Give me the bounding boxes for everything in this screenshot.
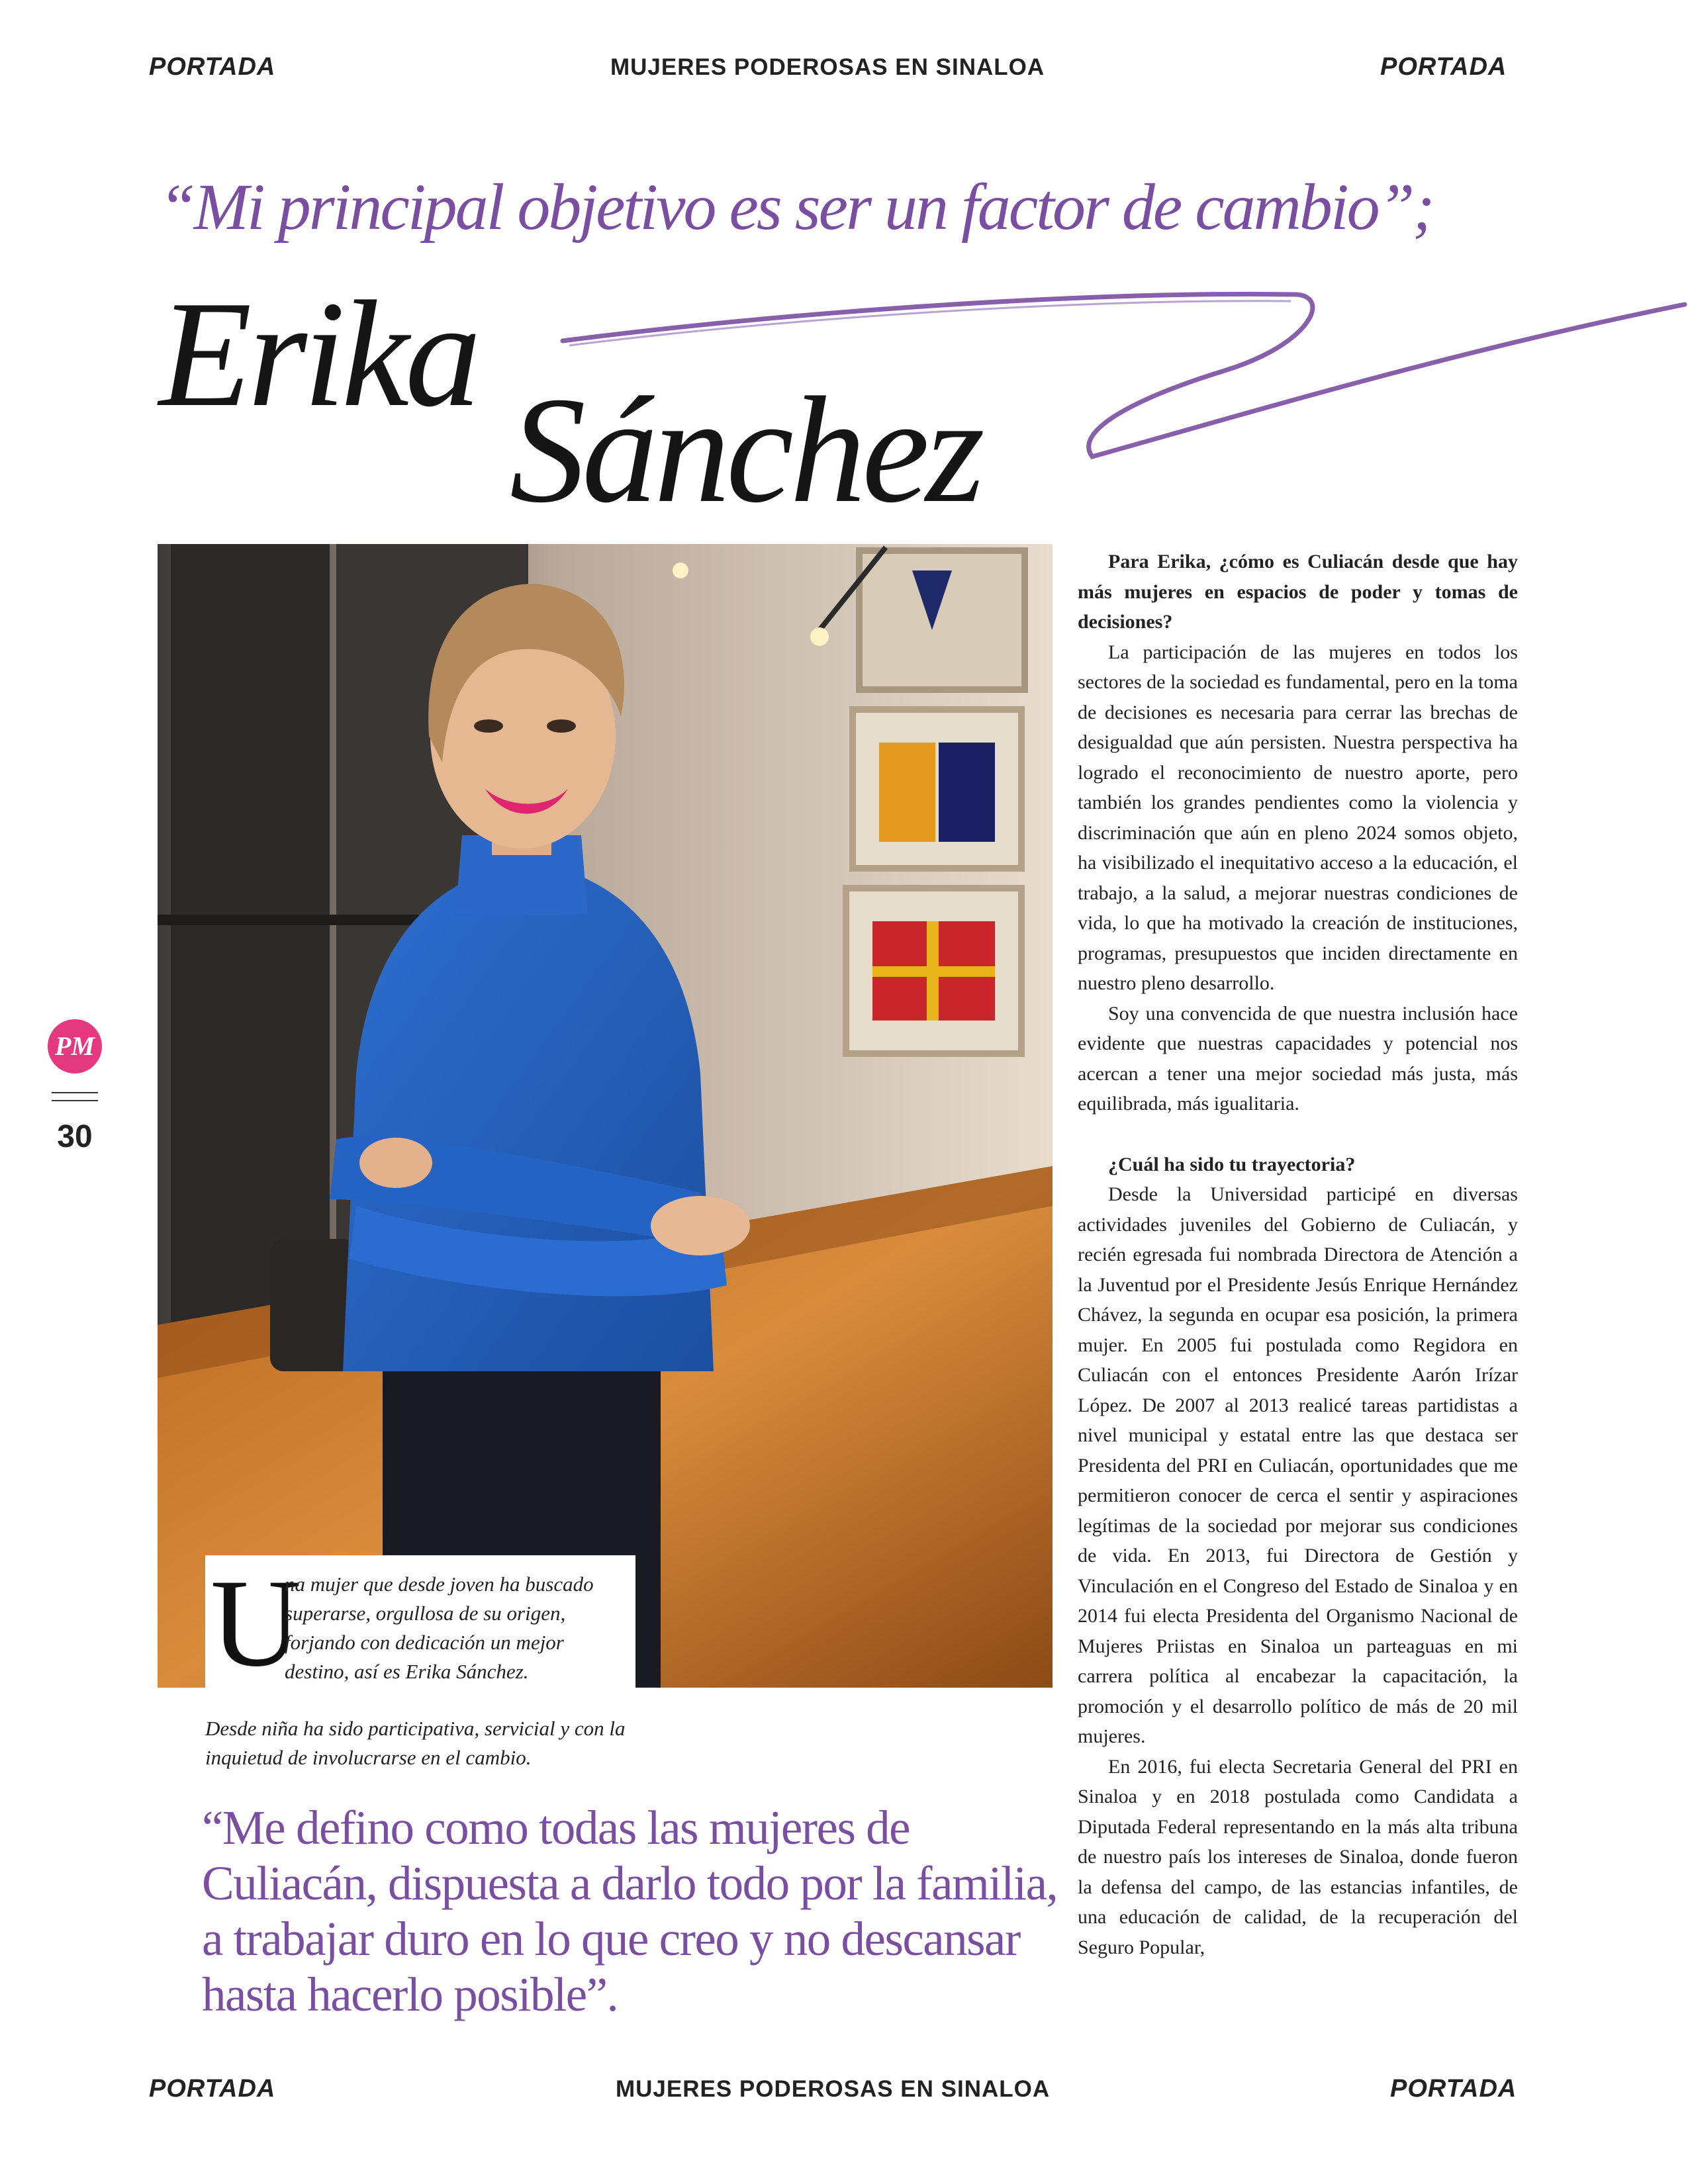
headline-first-name: Erika <box>159 269 477 438</box>
headline-last-name: Sánchez <box>510 365 981 534</box>
photo-caption: Desde niña ha sido participativa, servicial y con la inquietud de involucrarse en el cambio. <box>205 1717 626 1769</box>
paragraph-2: Soy una convencida de que nuestra inclusión hace evidente que nuestras capacidades y potencial nos acercan a tener una mejor sociedad más justa, más equilibrada, más igualitaria. <box>1078 1002 1518 1115</box>
page-number: 30 <box>57 1119 93 1154</box>
header-section-left: PORTADA <box>149 53 276 81</box>
footer-magazine-title: MUJERES PODEROSAS EN SINALOA <box>616 2076 1051 2102</box>
question-2: ¿Cuál ha sido tu trayectoria? <box>1108 1153 1356 1175</box>
paragraph-1: La participación de las mujeres en todos los sectores de la sociedad es fundamental, pero en la toma de decisiones es necesaria para cerrar las brechas de desigualdad que aún persisten. Nuestra perspectiva ha logrado el reconocimiento de nuestro aporte, pero también los grandes pendientes como la violencia y discriminación que aún en pleno 2024 somos objeto, ha visibilizado el inequitativo acceso a la educación, el trabajo, a la salud, a mejorar nuestras condiciones de vida, lo que ha motivado la creación de instituciones, programas, presupuestos que inciden directamente en nuestro pleno desarrollo. <box>1078 641 1518 994</box>
intro-text: na mujer que desde joven ha buscado superarse, orgullosa de su origen, forjando con dedicación un mejor destino, así es Erika Sánchez. <box>285 1572 594 1683</box>
paragraph-4: En 2016, fui electa Secretaria General del PRI en Sinaloa y en 2018 postulada como Candidata a Diputada Federal representando en la más alta tribuna de nuestro país los intereses de Sinaloa, donde fueron la defensa del campo, de las estancias infantiles, de una educación de calidad, de la recuperación del Seguro Popular, <box>1078 1755 1518 1958</box>
page-marker-rule-bottom <box>52 1100 98 1101</box>
headline-subtitle: “Mi principal objetivo es ser un factor de cambio”; <box>159 170 1433 244</box>
pm-logo-badge: PM <box>48 1019 102 1073</box>
footer-section-right: PORTADA <box>1390 2075 1517 2103</box>
question-1: Para Erika, ¿cómo es Culiacán desde que hay más mujeres en espacios de poder y tomas de decisiones? <box>1078 551 1518 633</box>
portrait-photo <box>158 544 1053 1693</box>
intro-dropcap: U <box>211 1554 302 1693</box>
article-column <box>1078 547 1518 1962</box>
footer-section-left: PORTADA <box>149 2075 276 2103</box>
page-marker-rule-top <box>52 1092 98 1093</box>
header-magazine-title: MUJERES PODEROSAS EN SINALOA <box>610 54 1045 80</box>
paragraph-3: Desde la Universidad participé en diversas actividades juveniles del Gobierno de Culiacán, y recién egresada fui nombrada Directora de Atención a la Juventud por el Presidente Jesús Enrique Hernández Chávez, la segunda en ocupar esa posición, la primera mujer. En 2005 fui postulada como Regidora en Culiacán con el entonces Presidente Aarón Irízar López. De 2007 al 2013 realicé tareas partidistas a nivel municipal y estatal entre las que destaca ser Presidenta del PRI en Culiacán, oportunidades que me permitieron conocer de cerca el sentir y aspiraciones legítimas de la sociedad por mejorar sus condiciones de vida. En 2013, fui Directora de Gestión y Vinculación en el Congreso del Estado de Sinaloa y en 2014 fui electa Presidenta del Organismo Nacional de Mujeres Priistas en Sinaloa un parteaguas en mi carrera política al encabezar la capacitación, la promoción y el desarrollo político de más de 20 mil mujeres. <box>1078 1183 1518 1747</box>
pull-quote: “Me defino como todas las mujeres de Culiacán, dispuesta a darlo todo por la familia, a trabajar duro en lo que creo y no descansar hasta hacerlo posible”. <box>202 1801 1058 2021</box>
header-section-right: PORTADA <box>1380 53 1507 81</box>
